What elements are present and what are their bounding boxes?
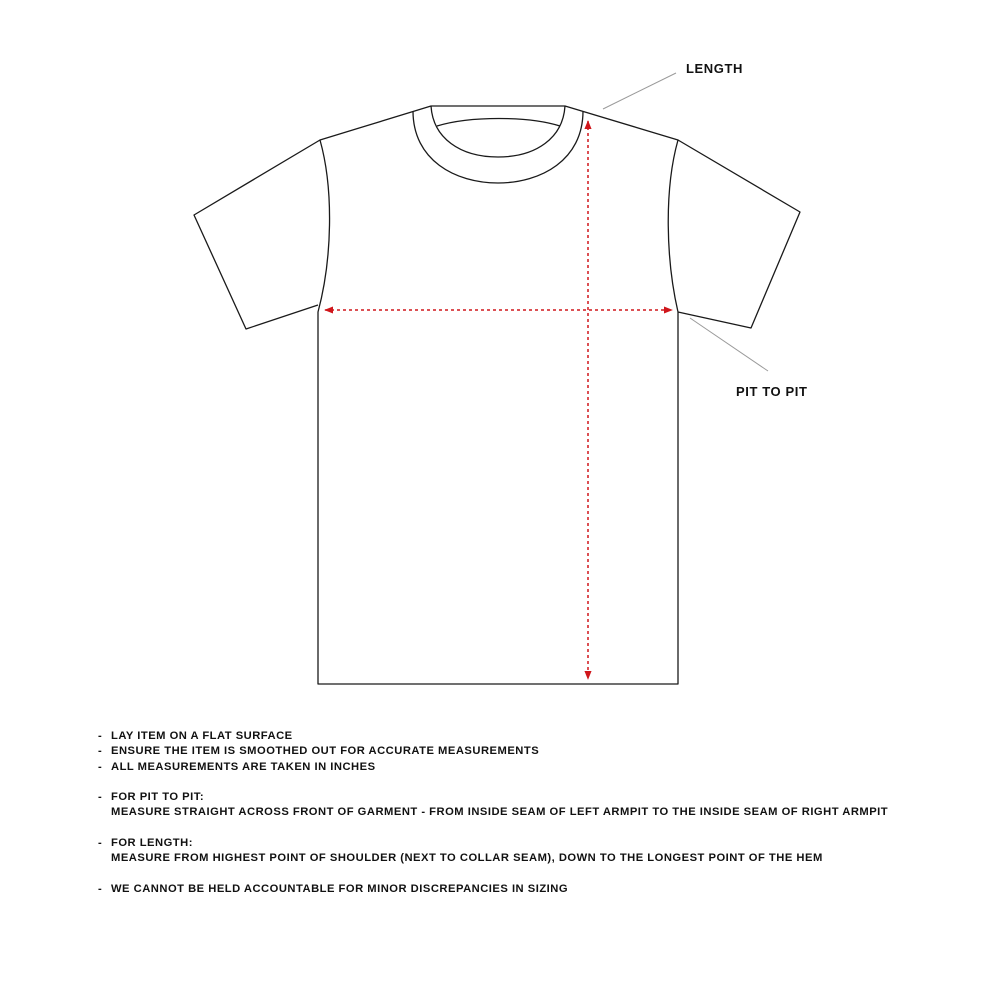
disclaimer — [98, 882, 888, 897]
bullet-dash: - — [98, 745, 103, 758]
instruction-item — [98, 744, 888, 759]
bullet-dash: - — [98, 730, 103, 742]
length-heading: FOR LENGTH: — [111, 837, 193, 850]
left-sleeve-outline — [194, 140, 320, 329]
length-detail: MEASURE FROM HIGHEST POINT OF SHOULDER (NEXT TO COLLAR SEAM), DOWN TO THE LONGEST POINT OF THE HEM — [111, 852, 823, 865]
bullet-dash: - — [98, 791, 103, 804]
length-callout-label: LENGTH — [686, 61, 744, 76]
general-instructions — [98, 729, 888, 775]
collar-inner-outline — [431, 106, 565, 157]
instruction-item — [98, 729, 888, 744]
instruction-item — [98, 790, 888, 805]
measurement-instructions — [98, 729, 888, 913]
bullet-dash: - — [98, 882, 103, 895]
instruction-item — [98, 836, 888, 851]
instruction-item — [98, 882, 888, 897]
bullet-dash: - — [98, 837, 103, 850]
pit-to-pit-callout-label: PIT TO PIT — [736, 384, 808, 399]
pit-to-pit-heading: FOR PIT TO PIT: — [111, 791, 205, 804]
right-sleeve-outline — [678, 140, 800, 328]
instruction-text: ENSURE THE ITEM IS SMOOTHED OUT FOR ACCURATE MEASUREMENTS — [111, 745, 540, 758]
instruction-text: LAY ITEM ON A FLAT SURFACE — [111, 730, 293, 742]
collar-outer-outline — [413, 111, 583, 183]
bullet-dash: - — [98, 760, 103, 773]
pit-to-pit-instructions — [98, 790, 888, 821]
length-instructions — [98, 836, 888, 867]
collar-back-outline — [437, 119, 560, 127]
tshirt-body-outline — [318, 106, 678, 684]
disclaimer-text: WE CANNOT BE HELD ACCOUNTABLE FOR MINOR DISCREPANCIES IN SIZING — [111, 882, 569, 895]
length-leader-line — [603, 73, 676, 109]
instruction-text: ALL MEASUREMENTS ARE TAKEN IN INCHES — [111, 760, 376, 773]
pit-to-pit-leader-line — [690, 318, 768, 371]
instruction-item — [98, 760, 888, 775]
pit-to-pit-detail: MEASURE STRAIGHT ACROSS FRONT OF GARMENT - FROM INSIDE SEAM OF LEFT ARMPIT TO THE INSIDE SEAM OF RIGHT ARMPIT — [111, 806, 889, 819]
